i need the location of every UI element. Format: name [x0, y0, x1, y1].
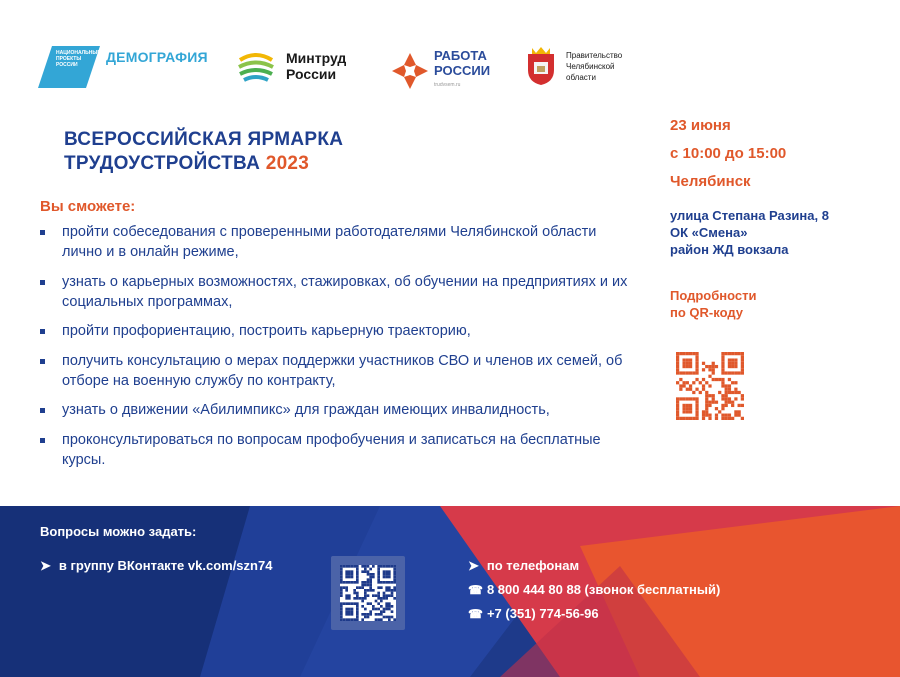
rabota-label — [434, 48, 490, 93]
qr-code-vk[interactable] — [331, 556, 405, 630]
qr-code-icon[interactable] — [676, 352, 744, 420]
opportunities-list — [40, 222, 640, 479]
title-line2: ТРУДОУСТРОЙСТВА — [64, 153, 261, 174]
rabota-rossii-logo — [392, 48, 490, 93]
chelyabinsk-government-logo — [524, 46, 656, 86]
demografia-mark-icon — [38, 44, 100, 88]
vk-contact-text: в группу ВКонтакте vk.com/szn74 — [58, 558, 273, 573]
phones-label: по телефонам — [486, 558, 580, 573]
coat-of-arms-icon — [524, 46, 558, 86]
list-item — [40, 351, 640, 391]
mintrud-emblem-icon — [236, 46, 276, 86]
demografia-logo — [38, 44, 208, 88]
questions-heading: Вопросы можно задать: — [40, 524, 197, 539]
list-item — [40, 430, 640, 470]
address-line1: улица Степана Разина, 8 — [670, 208, 829, 223]
list-item — [40, 321, 640, 341]
list-item-text: получить консультацию о мерах поддержки участников СВО и членов их семей, об отборе на военную службу по контракту, — [62, 352, 623, 389]
government-line3: области — [566, 72, 596, 82]
government-line2: Челябинской — [566, 61, 615, 71]
bullet-icon — [40, 438, 45, 443]
chevron-right-icon: ➤ — [40, 558, 51, 573]
phone-icon: ☎ — [468, 583, 483, 597]
list-item — [40, 400, 640, 420]
mintrud-line2: России — [286, 66, 337, 82]
event-date: 23 июня — [670, 117, 731, 134]
rabota-star-icon — [392, 53, 428, 89]
phone-icon: ☎ — [468, 607, 483, 621]
rabota-line2: РОССИИ — [434, 63, 491, 78]
mintrud-label — [286, 50, 346, 82]
rabota-sub: trudvsem.ru — [434, 82, 461, 88]
list-item — [40, 272, 640, 312]
rabota-line1: РАБОТА — [434, 48, 487, 63]
address-line3: район ЖД вокзала — [670, 242, 789, 257]
opportunities-heading: Вы сможете: — [40, 198, 136, 215]
phones-heading — [468, 558, 579, 574]
title-line1: ВСЕРОССИЙСКАЯ ЯРМАРКА — [64, 129, 344, 150]
chevron-right-icon: ➤ — [468, 558, 479, 573]
bullet-icon — [40, 408, 45, 413]
government-label — [566, 50, 656, 83]
qr-code-icon — [340, 565, 396, 621]
list-item-text: узнать о карьерных возможностях, стажировках, об обучении на предприятиях и их социальных программах, — [62, 273, 628, 310]
bullet-icon — [40, 230, 45, 235]
demografia-label: ДЕМОГРАФИЯ — [106, 49, 208, 65]
list-item-text: пройти профориентацию, построить карьерную траекторию, — [62, 323, 471, 339]
address-line2: ОК «Смена» — [670, 225, 748, 240]
details-note — [670, 287, 757, 321]
phone-2[interactable] — [468, 606, 599, 621]
bullet-icon — [40, 359, 45, 364]
event-city: Челябинск — [670, 173, 751, 190]
bullet-icon — [40, 329, 45, 334]
list-item — [40, 222, 640, 262]
vk-contact[interactable] — [40, 558, 272, 574]
list-item-text: узнать о движении «Абилимпикс» для граждан имеющих инвалидность, — [62, 402, 550, 418]
phone-1-text: 8 800 444 80 88 (звонок бесплатный) — [486, 582, 721, 597]
title-year: 2023 — [265, 153, 310, 174]
details-line1: Подробности — [670, 288, 757, 303]
mintrud-logo — [236, 46, 346, 86]
phone-1[interactable] — [468, 582, 720, 597]
demografia-small-text: НАЦИОНАЛЬНЫЕ ПРОЕКТЫ РОССИИ — [56, 50, 101, 68]
page-title — [64, 128, 343, 176]
bullet-icon — [40, 280, 45, 285]
list-item-text: пройти собеседования с проверенными работодателями Челябинской области лично и в онлайн режиме, — [62, 224, 597, 260]
phone-2-text: +7 (351) 774-56-96 — [486, 606, 599, 621]
title-line2-wrap — [64, 152, 343, 176]
footer — [0, 506, 900, 677]
event-time: с 10:00 до 15:00 — [670, 145, 787, 162]
government-line1: Правительство — [566, 50, 623, 60]
list-item-text: проконсультироваться по вопросам профобучения и записаться на бесплатные курсы. — [62, 431, 601, 468]
details-line2: по QR-коду — [670, 305, 743, 320]
mintrud-line1: Минтруд — [286, 50, 347, 66]
event-address — [670, 207, 829, 258]
